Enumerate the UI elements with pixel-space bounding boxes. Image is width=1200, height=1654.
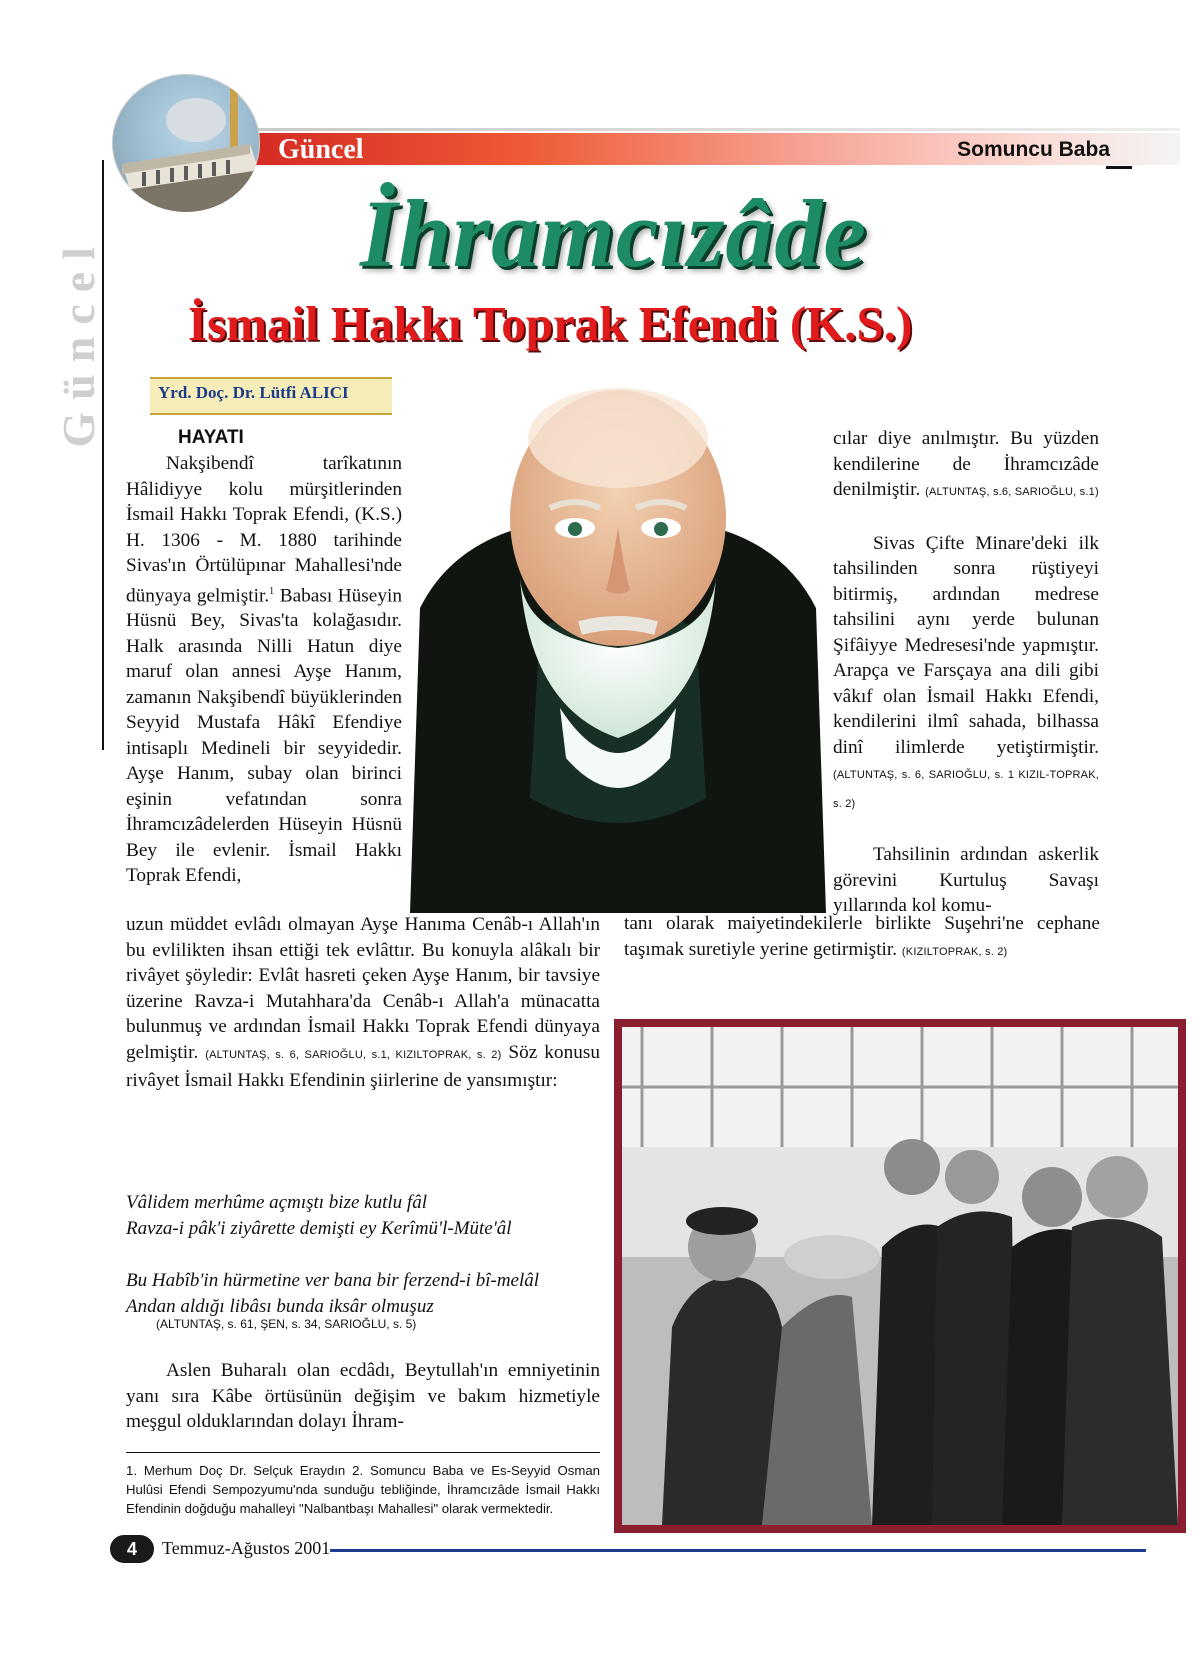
portrait-image — [410, 378, 826, 913]
footer-rule — [330, 1549, 1146, 1552]
header-top-rule — [250, 128, 1180, 131]
article-paragraph-2 — [126, 1358, 600, 1435]
article-paragraph-1-continued — [126, 912, 600, 1094]
article-title: İhramcızâde — [360, 180, 868, 287]
paragraph-text: uzun müddet evlâdı olmayan Ayşe Hanıma Cenâb-ı Allah'ın bu evlilikten ihsan ettiği tek evlâttır. Bu konuyla alâkalı bir rivâyet şöyledir: Evlât hasreti çeken Ayşe Hanım, bir tavsiye üzerine Ravza-i Mutahhara'da Cenâb-ı Allah'a münacatta bulunmuş ve ardından İsmail Hakkı Toprak Efendi dünyaya gelmiştir. — [126, 914, 600, 1063]
paragraph-text: Aslen Buharalı olan ecdâdı, Beytullah'ın emniyetinin yanı sıra Kâbe örtüsünün değişim ve bakım hizmetiyle meşgul olduklarından dolayı İhram- — [126, 1360, 600, 1432]
right-column-continued — [624, 911, 1100, 965]
poem-line: Bu Habîb'in hürmetine ver bana bir ferzend-i bî-melâl — [126, 1270, 540, 1291]
poem-citation: (ALTUNTAŞ, s. 61, ŞEN, s. 34, SARIOĞLU, s. 5) — [156, 1317, 417, 1331]
mosque-logo-image — [112, 74, 260, 212]
author-name: Yrd. Doç. Dr. Lütfi ALICI — [158, 383, 349, 402]
poem-line: Ravza-i pâk'i ziyârette demişti ey Kerîmü'l-Müte'âl — [126, 1218, 512, 1239]
article-subtitle: İsmail Hakkı Toprak Efendi (K.S.) — [188, 296, 913, 351]
group-photo-image — [622, 1027, 1178, 1525]
section-label: Güncel — [278, 134, 364, 165]
page-number: 4 — [110, 1535, 154, 1563]
right-column — [833, 426, 1099, 919]
poem-line: Vâlidem merhûme açmıştı bize kutlu fâl — [126, 1192, 427, 1213]
paragraph-text: tanı olarak maiyetindekilerle birlikte Suşehri'ne cephane taşımak suretiyle yerine getirmiştir. — [624, 913, 1100, 960]
paragraph-text: Babası Hüseyin Hüsnü Bey, Sivas'ta kolağasıdır. Halk arasında Nilli Hatun diye maruf olan annesi Ayşe Hanım, zamanın Nakşibendî büyüklerinden Seyyid Mustafa Hâkî Efendiye intisaplı Medineli bir seyyidedir. Ayşe Hanım, subay olan birinci eşinin vefatından sonra İhramcızâdelerden Hüseyin Hüsnü Bey ile evlenir. İsmail Hakkı Toprak Efendi, — [126, 584, 402, 887]
mosque-icon — [112, 74, 260, 212]
paragraph-text: cılar diye anılmıştır. Bu yüzden kendilerine de İhramcızâde denilmiştir. — [833, 428, 1099, 500]
poem-line: Andan aldığı libâsı bunda iksâr olmuşuz — [126, 1296, 434, 1317]
magazine-name: Somuncu Baba — [957, 138, 1110, 161]
paragraph-text: Söz konusu rivâyet İsmail Hakkı Efendinin şiirlerine de yansımıştır: — [126, 1041, 600, 1091]
citation: (ALTUNTAŞ, s. 6, SARIOĞLU, s. 1 KIZIL-TOPRAK, s. 2) — [833, 769, 1099, 810]
citation: (KIZILTOPRAK, s. 2) — [901, 945, 1008, 958]
citation: (ALTUNTAŞ, s. 6, SARIOĞLU, s.1, KIZILTOPRAK, s. 2) — [205, 1048, 502, 1061]
article-paragraph-1 — [126, 451, 402, 889]
footnote-rule — [126, 1452, 600, 1453]
footnote: 1. Merhum Doç Dr. Selçuk Eraydın 2. Somuncu Baba ve Es-Seyyid Osman Hulûsi Efendi Sempozyumu'nda sunduğu tebliğinde, İhramcızâde İsmail Hakkı Efendinin doğduğu mahalleyi "Nalbantbaşı Mahallesi" olarak vermektedir. — [126, 1463, 600, 1516]
paragraph-text: Sivas Çifte Minare'deki ilk tahsilinden sonra rüştiyeyi bitirmiş, ardından medrese tahsilini aynı yerde bulunan Şifâiyye Medresesi'nde yapmıştır. Arapça ve Farsçaya ana dili gibi vâkıf olan İsmail Hakkı Efendi, kendilerini ilmî sahada, bilhassa dinî ilimlerde yetiştirmiştir. — [833, 532, 1099, 758]
footnote-marker: 1 — [269, 585, 275, 597]
header-tick — [1106, 166, 1132, 169]
citation: (ALTUNTAŞ, s.6, SARIOĞLU, s.1) — [925, 486, 1099, 498]
poem — [126, 1190, 606, 1320]
paragraph-text: Nakşibendî tarîkatının Hâlidiyye kolu mürşitlerinden İsmail Hakkı Toprak Efendi, (K.S.) H. 1306 - M. 1880 tarihinde Sivas'ın Örtülüpınar Mahallesi'nde dünyaya gelmiştir. — [126, 453, 402, 606]
issue-date: Temmuz-Ağustos 2001 — [162, 1538, 331, 1558]
side-section-label: Güncel — [53, 235, 104, 448]
paragraph-text: Tahsilinin ardından askerlik görevini Kurtuluş Savaşı yıllarında kol komu- — [833, 844, 1099, 916]
section-heading: HAYATI — [178, 427, 244, 448]
